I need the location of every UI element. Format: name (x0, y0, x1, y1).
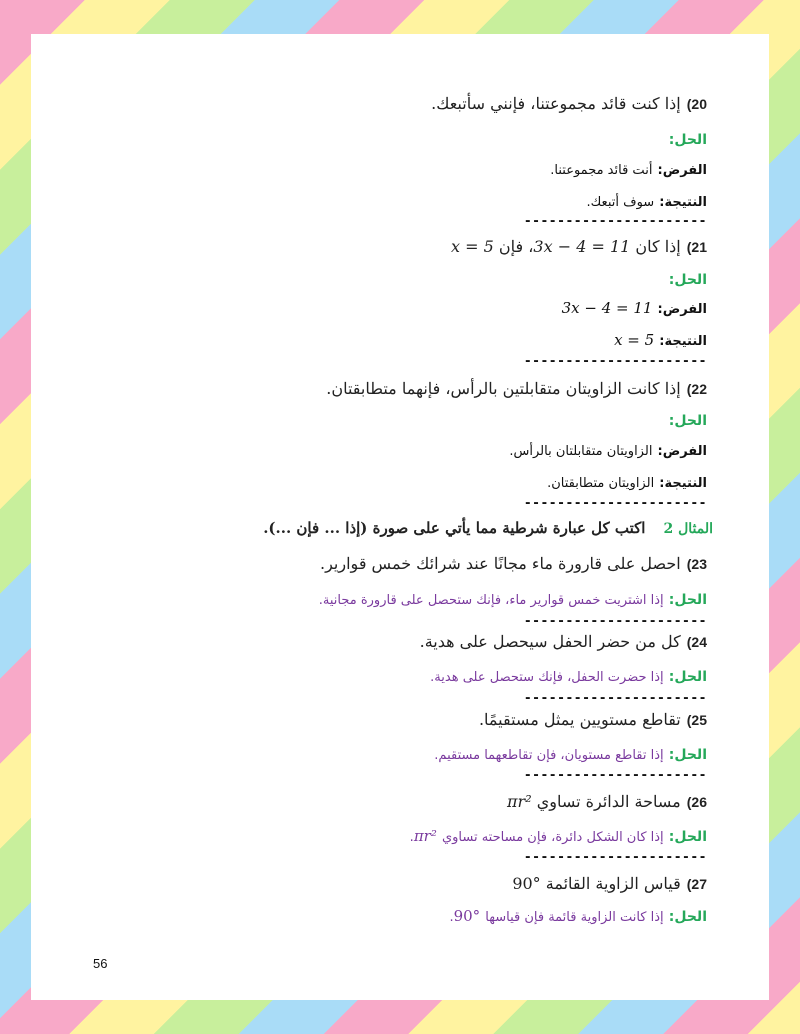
solution-text: إذا حضرت الحفل، فإنك ستحصل على هدية. (430, 670, 664, 685)
solution-end: . (409, 830, 414, 845)
solution-math: 90° (453, 907, 481, 925)
problem-22-question (91, 379, 707, 398)
example-title: المثال 2 (663, 521, 713, 537)
problem-22-hypothesis (91, 440, 707, 459)
problem-21-number: 21) (686, 239, 707, 255)
conclusion-math: x = 5 (614, 331, 655, 349)
solution-text: إذا كان الشكل دائرة، فإن مساحته تساوي (441, 830, 664, 845)
problem-24-number: 24) (686, 634, 707, 650)
solution-label: الحل: (668, 413, 707, 429)
separator: ---------------------- (523, 768, 707, 783)
problem-20-hypothesis (91, 159, 707, 178)
solution-label: الحل: (668, 747, 707, 763)
problem-26-math: πr² (507, 792, 532, 811)
problem-24-question (91, 632, 707, 651)
problem-27-math: 90° (512, 874, 541, 893)
problem-25-solution (91, 744, 707, 763)
example-prompt: اكتب كل عبارة شرطية مما يأتي على صورة (إذا ... فإن ...). (263, 519, 646, 537)
document-page (31, 34, 769, 1000)
solution-end: . (449, 910, 454, 925)
problem-24-solution (91, 666, 707, 685)
solution-label: الحل: (668, 829, 707, 845)
problem-22-text: إذا كانت الزاويتان متقابلتين بالرأس، فإنهما متطابقتان. (326, 379, 681, 398)
conclusion-text: الزاويتان متطابقتان. (547, 476, 655, 491)
problem-27-solution (91, 906, 707, 925)
problem-22-number: 22) (686, 381, 707, 397)
page-number: 56 (93, 956, 108, 971)
problem-26-question (91, 792, 707, 811)
problem-21-conclusion (91, 330, 707, 349)
example-2-heading (91, 518, 713, 537)
problem-20-conclusion (91, 191, 707, 210)
problem-25-number: 25) (686, 712, 707, 728)
problem-21-equation-1: 3x − 4 = 11 (533, 237, 631, 256)
problem-27-number: 27) (686, 876, 707, 892)
separator: ---------------------- (523, 496, 707, 511)
hypothesis-label: الفرض: (657, 302, 707, 317)
problem-23-question (91, 554, 707, 573)
problem-25-text: تقاطع مستويين يمثل مستقيمًا. (478, 710, 681, 729)
problem-23-solution (91, 589, 707, 608)
separator: ---------------------- (523, 691, 707, 706)
conclusion-label: النتيجة: (659, 195, 707, 210)
separator: ---------------------- (523, 214, 707, 229)
solution-math: πr² (413, 827, 437, 845)
problem-22-conclusion (91, 472, 707, 491)
solution-label: الحل: (668, 669, 707, 685)
problem-25-question (91, 710, 707, 729)
solution-text: إذا كانت الزاوية قائمة فإن قياسها (485, 910, 664, 925)
problem-26-solution (91, 826, 707, 845)
separator: ---------------------- (523, 354, 707, 369)
conclusion-label: النتيجة: (659, 334, 707, 349)
problem-21-hypothesis (91, 298, 707, 317)
problem-26-number: 26) (686, 794, 707, 810)
problem-26-text: مساحة الدائرة تساوي (536, 792, 681, 811)
solution-label: الحل: (668, 132, 707, 148)
hypothesis-text: أنت قائد مجموعتنا. (550, 163, 653, 178)
solution-text: إذا تقاطع مستويان، فإن تقاطعهما مستقيم. (434, 748, 664, 763)
hypothesis-label: الفرض: (657, 163, 707, 178)
conclusion-label: النتيجة: (659, 476, 707, 491)
hypothesis-label: الفرض: (657, 444, 707, 459)
problem-27-text: قياس الزاوية القائمة (545, 874, 681, 893)
problem-21-prefix: إذا كان (635, 237, 681, 256)
problem-23-text: احصل على قارورة ماء مجانًا عند شرائك خمس قوارير. (320, 554, 681, 573)
problem-22-solution-label (91, 410, 707, 429)
problem-21-mid: ، فإن (498, 237, 534, 256)
conclusion-text: سوف أتبعك. (586, 195, 655, 210)
problem-20-text: إذا كنت قائد مجموعتنا، فإنني سأتبعك. (431, 94, 681, 113)
solution-label: الحل: (668, 272, 707, 288)
problem-24-text: كل من حضر الحفل سيحصل على هدية. (419, 632, 681, 651)
hypothesis-math: 3x − 4 = 11 (561, 299, 653, 317)
hypothesis-text: الزاويتان متقابلتان بالرأس. (509, 444, 653, 459)
problem-21-solution-label (91, 269, 707, 288)
solution-label: الحل: (668, 909, 707, 925)
problem-20-number: 20) (686, 96, 707, 112)
problem-27-question (91, 874, 707, 893)
solution-text: إذا اشتريت خمس قوارير ماء، فإنك ستحصل على قارورة مجانية. (318, 593, 664, 608)
problem-21-equation-2: x = 5 (451, 237, 494, 256)
problem-20-solution-label (91, 129, 707, 148)
solution-label: الحل: (668, 592, 707, 608)
problem-20-question (91, 94, 707, 113)
problem-23-number: 23) (686, 556, 707, 572)
separator: ---------------------- (523, 614, 707, 629)
problem-21-question (91, 237, 707, 256)
separator: ---------------------- (523, 850, 707, 865)
